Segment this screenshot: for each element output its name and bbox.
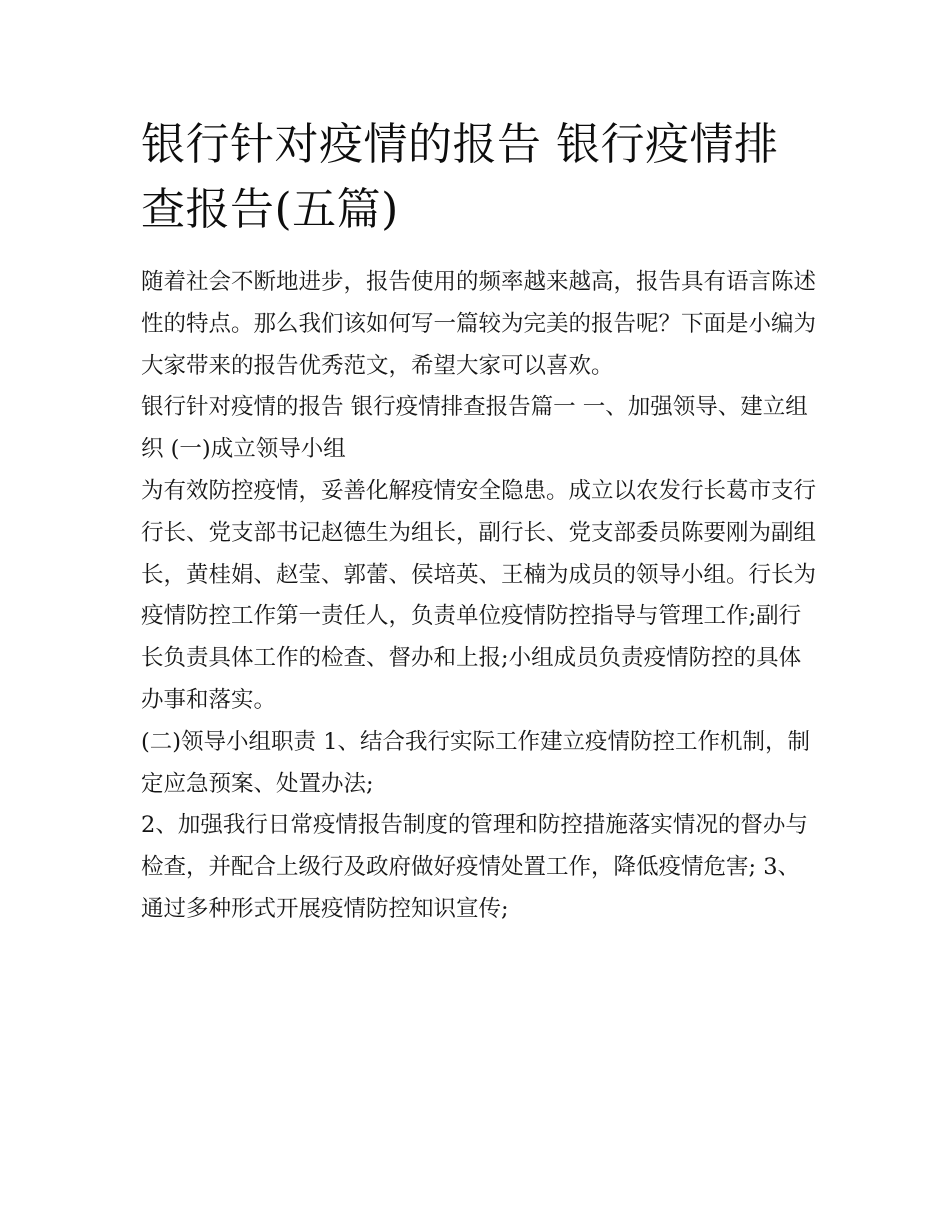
- paragraph-intro: 随着社会不断地进步，报告使用的频率越来越高，报告具有语言陈述性的特点。那么我们该如何写一篇较为完美的报告呢？下面是小编为大家带来的报告优秀范文，希望大家可以喜欢。: [141, 269, 817, 379]
- paragraph-leadership-group: 为有效防控疫情，妥善化解疫情安全隐患。成立以农发行长葛市支行行长、党支部书记赵德生为组长，副行长、党支部委员陈要刚为副组长，黄桂娟、赵莹、郭蕾、侯培英、王楠为成员的领导小组。行长为疫情防控工作第一责任人，负责单位疫情防控指导与管理工作;副行长负责具体工作的检查、督办和上报;小组成员负责疫情防控的具体办事和落实。: [141, 477, 817, 713]
- document-title: 银行针对疫情的报告 银行疫情排查报告(五篇): [141, 119, 779, 235]
- document-page: [141, 112, 816, 931]
- paragraph-group-duties: (二)领导小组职责 1、结合我行实际工作建立疫情防控工作机制，制定应急预案、处置办法;: [141, 728, 811, 797]
- document-body: [141, 262, 816, 931]
- paragraph-section-heading: 银行针对疫情的报告 银行疫情排查报告篇一 一、加强领导、建立组织 (一)成立领导小组: [141, 394, 808, 463]
- paragraph-supervision: 2、加强我行日常疫情报告制度的管理和防控措施落实情况的督办与检查，并配合上级行及政府做好疫情处置工作，降低疫情危害; 3、通过多种形式开展疫情防控知识宣传;: [141, 812, 808, 922]
